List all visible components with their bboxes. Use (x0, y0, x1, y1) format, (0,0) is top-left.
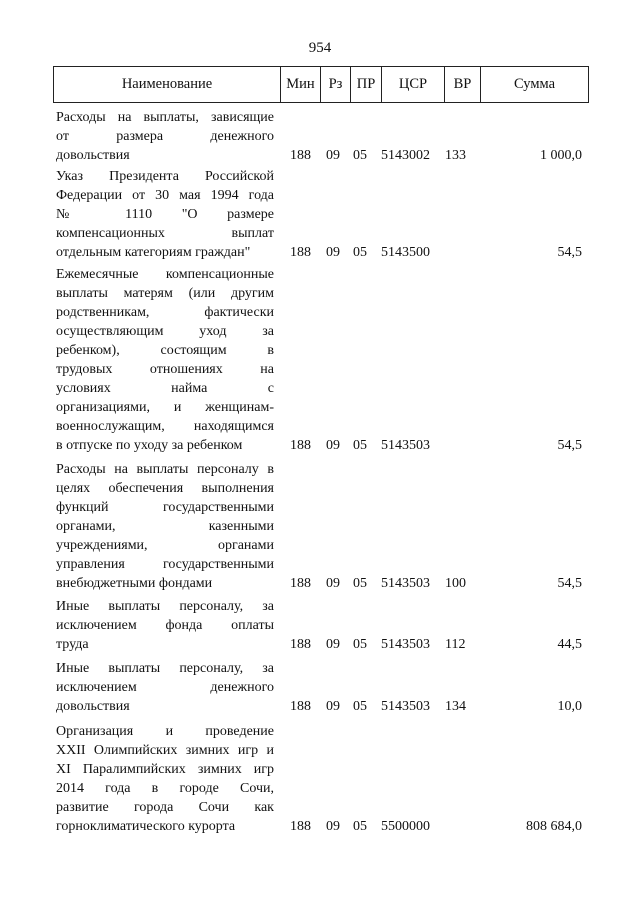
row-name-line: Расходы на выплаты персоналу в (56, 462, 274, 477)
header-rz: Рз (320, 67, 350, 102)
row-name-line: трудовых отношениях на (56, 362, 274, 377)
row-name-line: развитие города Сочи как (56, 800, 274, 815)
header-vr: ВР (444, 67, 480, 102)
row-name (56, 722, 274, 836)
cell-min: 188 (290, 438, 311, 453)
cell-csr: 5143500 (381, 245, 430, 260)
row-name-line: Указ Президента Российской (56, 169, 274, 184)
cell-rz: 09 (326, 245, 340, 260)
cell-csr: 5143503 (381, 438, 430, 453)
page-number: 954 (308, 40, 332, 56)
row-name (56, 460, 274, 593)
header-pr: ПР (350, 67, 381, 102)
cell-csr: 5500000 (381, 819, 430, 834)
row-name-line: горноклиматического курорта (56, 819, 236, 834)
row-name-line: 2014 года в городе Сочи, (56, 781, 274, 796)
row-name-line: осуществляющим уход за (56, 324, 274, 339)
cell-rz: 09 (326, 819, 340, 834)
cell-pr: 05 (353, 576, 367, 591)
cell-min: 188 (290, 245, 311, 260)
row-name-line: исключением фонда оплаты (56, 618, 274, 633)
row-name-line: в отпуске по уходу за ребенком (56, 438, 243, 453)
cell-min: 188 (290, 699, 311, 714)
cell-rz: 09 (326, 699, 340, 714)
row-name (56, 265, 274, 455)
row-name-line: родственникам, фактически (56, 305, 274, 320)
cell-pr: 05 (353, 699, 367, 714)
row-name-line: органами, казенными (56, 519, 274, 534)
row-name-line: Расходы на выплаты, зависящие (56, 110, 274, 125)
row-name-line: XXII Олимпийских зимних игр и (56, 743, 274, 758)
cell-rz: 09 (326, 576, 340, 591)
row-name-line: целях обеспечения выполнения (56, 481, 274, 496)
cell-vr: 134 (445, 699, 466, 714)
cell-vr: 100 (445, 576, 466, 591)
row-name-line: № 1110 "О размере (56, 207, 274, 222)
row-name (56, 108, 274, 165)
row-name-line: условиях найма с (56, 381, 274, 396)
row-name-line: довольствия (56, 148, 130, 163)
row-name-line: Иные выплаты персоналу, за (56, 661, 274, 676)
cell-min: 188 (290, 576, 311, 591)
header-min: Мин (280, 67, 320, 102)
cell-csr: 5143503 (381, 699, 430, 714)
cell-min: 188 (290, 637, 311, 652)
row-name-line: исключением денежного (56, 680, 274, 695)
row-name (56, 597, 274, 654)
cell-pr: 05 (353, 438, 367, 453)
cell-csr: 5143503 (381, 576, 430, 591)
cell-vr: 112 (445, 637, 466, 652)
row-name-line: управления государственными (56, 557, 274, 572)
cell-vr: 133 (445, 148, 466, 163)
row-name-line: труда (56, 637, 89, 652)
cell-sum: 1 000,0 (540, 148, 582, 163)
cell-pr: 05 (353, 148, 367, 163)
cell-csr: 5143002 (381, 148, 430, 163)
row-name-line: Иные выплаты персоналу, за (56, 599, 274, 614)
cell-pr: 05 (353, 245, 367, 260)
row-name-line: ребенком), состоящим в (56, 343, 274, 358)
row-name-line: военнослужащим, находящимся (56, 419, 274, 434)
row-name-line: Федерации от 30 мая 1994 года (56, 188, 274, 203)
cell-min: 188 (290, 819, 311, 834)
row-name-line: организациями, и женщинам- (56, 400, 274, 415)
cell-csr: 5143503 (381, 637, 430, 652)
row-name-line: компенсационных выплат (56, 226, 274, 241)
header-sum: Сумма (480, 67, 588, 102)
row-name-line: Ежемесячные компенсационные (56, 267, 274, 282)
cell-rz: 09 (326, 637, 340, 652)
cell-pr: 05 (353, 637, 367, 652)
cell-sum: 54,5 (557, 245, 582, 260)
row-name (56, 659, 274, 716)
cell-sum: 44,5 (557, 637, 582, 652)
table-header (53, 66, 589, 103)
header-csr: ЦСР (381, 67, 444, 102)
row-name-line: Организация и проведение (56, 724, 274, 739)
row-name-line: учреждениями, органами (56, 538, 274, 553)
row-name-line: выплаты матерям (или другим (56, 286, 274, 301)
cell-rz: 09 (326, 148, 340, 163)
row-name-line: функций государственными (56, 500, 274, 515)
row-name-line: от размера денежного (56, 129, 274, 144)
row-name-line: XI Паралимпийских зимних игр (56, 762, 274, 777)
cell-sum: 54,5 (557, 576, 582, 591)
cell-pr: 05 (353, 819, 367, 834)
row-name-line: отдельным категориям граждан" (56, 245, 251, 260)
header-name: Наименование (121, 76, 213, 92)
cell-sum: 54,5 (557, 438, 582, 453)
row-name (56, 167, 274, 262)
cell-sum: 10,0 (557, 699, 582, 714)
row-name-line: внебюджетными фондами (56, 576, 213, 591)
row-name-line: довольствия (56, 699, 130, 714)
cell-min: 188 (290, 148, 311, 163)
cell-sum: 808 684,0 (526, 819, 582, 834)
cell-rz: 09 (326, 438, 340, 453)
